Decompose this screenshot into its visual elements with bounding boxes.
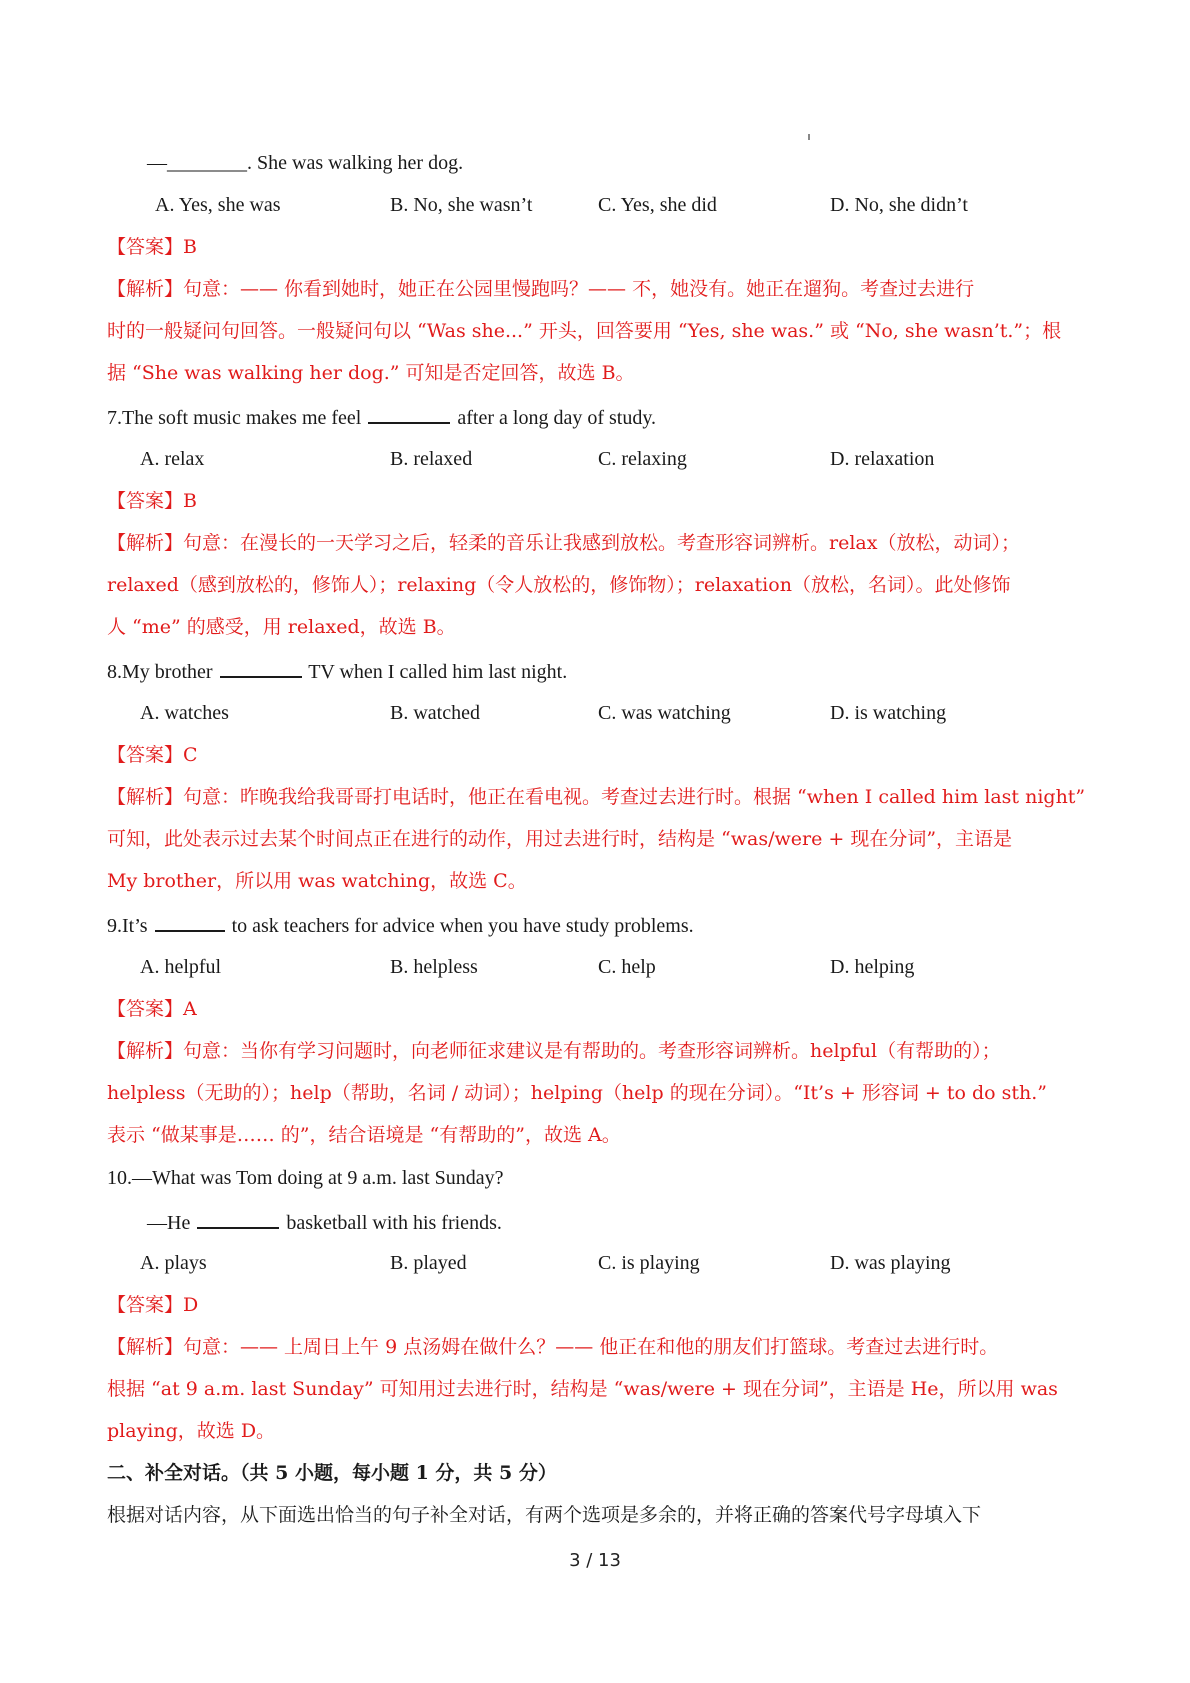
q7-stem bbox=[107, 403, 1082, 431]
q6-reply-text: —________. She was walking her dog. bbox=[147, 152, 464, 174]
q9-analysis-line-1: 【解析】句意：当你有学习问题时，向老师征求建议是有帮助的。考查形容词辨析。helpful（有帮助的）； bbox=[107, 1040, 1001, 1062]
q7-option-a: A. relax bbox=[140, 448, 205, 470]
q7-answer: 【答案】B bbox=[107, 490, 197, 512]
page-number: 3 / 13 bbox=[569, 1550, 621, 1571]
q8-answer: 【答案】C bbox=[107, 744, 198, 766]
q8-option-a: A. watches bbox=[140, 702, 229, 724]
q6-option-b: B. No, she wasn’t bbox=[390, 194, 533, 216]
q8-analysis-line-2: 可知，此处表示过去某个时间点正在进行的动作，用过去进行时，结构是 “was/were + 现在分词”，主语是 bbox=[107, 828, 1013, 850]
q10-analysis-line-2: 根据 “at 9 a.m. last Sunday” 可知用过去进行时，结构是 “was/were + 现在分词”，主语是 He，所以用 was bbox=[107, 1378, 1058, 1400]
q9-option-d: D. helping bbox=[830, 956, 915, 978]
q8-stem bbox=[107, 657, 1082, 685]
q8-stem-before: 8.My brother bbox=[107, 661, 213, 683]
q6-option-a: A. Yes, she was bbox=[155, 194, 281, 216]
q9-option-a: A. helpful bbox=[140, 956, 222, 978]
q10-reply-after: basketball with his friends. bbox=[286, 1212, 502, 1234]
q6-answer: 【答案】B bbox=[107, 236, 197, 258]
q10-reply bbox=[147, 1208, 1122, 1236]
section-2-title: 二、补全对话。（共 5 小题，每小题 1 分，共 5 分） bbox=[107, 1462, 557, 1484]
q7-analysis-line-2: relaxed（感到放松的，修饰人）；relaxing（令人放松的，修饰物）；relaxation（放松，名词）。此处修饰 bbox=[107, 574, 1011, 596]
q8-blank bbox=[220, 657, 302, 678]
q10-analysis-line-1: 【解析】句意：—— 上周日上午 9 点汤姆在做什么？—— 他正在和他的朋友们打篮球。考查过去进行时。 bbox=[107, 1336, 999, 1358]
q10-option-b: B. played bbox=[390, 1252, 467, 1274]
q10-analysis-line-3: playing，故选 D。 bbox=[107, 1420, 276, 1442]
q10-option-d: D. was playing bbox=[830, 1252, 951, 1274]
q6-analysis-line-3: 据 “She was walking her dog.” 可知是否定回答，故选 B。 bbox=[107, 362, 635, 384]
q9-analysis-line-2: helpless（无助的）；help（帮助，名词 / 动词）；helping（help 的现在分词）。“It’s + 形容词 + to do sth.” bbox=[107, 1082, 1047, 1104]
q6-analysis-line-1: 【解析】句意：—— 你看到她时，她正在公园里慢跑吗？—— 不，她没有。她正在遛狗。考查过去进行 bbox=[107, 278, 975, 300]
q9-stem bbox=[107, 911, 1082, 939]
page-mark bbox=[808, 134, 810, 140]
q7-option-c: C. relaxing bbox=[598, 448, 687, 470]
q10-option-a: A. plays bbox=[140, 1252, 207, 1274]
q7-stem-before: 7.The soft music makes me feel bbox=[107, 407, 362, 429]
q9-blank bbox=[155, 911, 225, 932]
q7-analysis-line-1: 【解析】句意：在漫长的一天学习之后，轻柔的音乐让我感到放松。考查形容词辨析。relax（放松，动词）； bbox=[107, 532, 1020, 554]
q7-option-b: B. relaxed bbox=[390, 448, 473, 470]
q6-analysis-line-2: 时的一般疑问句回答。一般疑问句以 “Was she...” 开头，回答要用 “Yes, she was.” 或 “No, she wasn’t.”；根 bbox=[107, 320, 1062, 342]
q7-analysis-line-3: 人 “me” 的感受，用 relaxed，故选 B。 bbox=[107, 616, 456, 638]
q6-option-d: D. No, she didn’t bbox=[830, 194, 968, 216]
q7-stem-after: after a long day of study. bbox=[457, 407, 657, 429]
q9-analysis-line-3: 表示 “做某事是…… 的”，结合语境是 “有帮助的”，故选 A。 bbox=[107, 1124, 621, 1146]
q9-stem-after: to ask teachers for advice when you have study problems. bbox=[231, 915, 694, 937]
q8-analysis-line-1: 【解析】句意：昨晚我给我哥哥打电话时，他正在看电视。考查过去进行时。根据 “when I called him last night” bbox=[107, 786, 1086, 808]
q10-reply-before: —He bbox=[147, 1212, 191, 1234]
q6-reply bbox=[147, 150, 1122, 176]
q9-option-b: B. helpless bbox=[390, 956, 478, 978]
q10-option-c: C. is playing bbox=[598, 1252, 700, 1274]
q10-blank bbox=[197, 1208, 279, 1229]
q9-stem-before: 9.It’s bbox=[107, 915, 148, 937]
q10-answer: 【答案】D bbox=[107, 1294, 199, 1316]
section-2-instruction: 根据对话内容，从下面选出恰当的句子补全对话，有两个选项是多余的，并将正确的答案代号字母填入下 bbox=[107, 1504, 982, 1526]
q9-option-c: C. help bbox=[598, 956, 656, 978]
q6-option-c: C. Yes, she did bbox=[598, 194, 717, 216]
q8-option-d: D. is watching bbox=[830, 702, 947, 724]
q10-stem: 10.—What was Tom doing at 9 a.m. last Sunday? bbox=[107, 1167, 504, 1189]
q8-option-b: B. watched bbox=[390, 702, 480, 724]
q7-blank bbox=[368, 403, 450, 424]
q9-answer: 【答案】A bbox=[107, 998, 197, 1020]
q8-analysis-line-3: My brother，所以用 was watching，故选 C。 bbox=[107, 870, 527, 892]
q8-option-c: C. was watching bbox=[598, 702, 731, 724]
q8-stem-after: TV when I called him last night. bbox=[308, 661, 568, 683]
q7-option-d: D. relaxation bbox=[830, 448, 935, 470]
